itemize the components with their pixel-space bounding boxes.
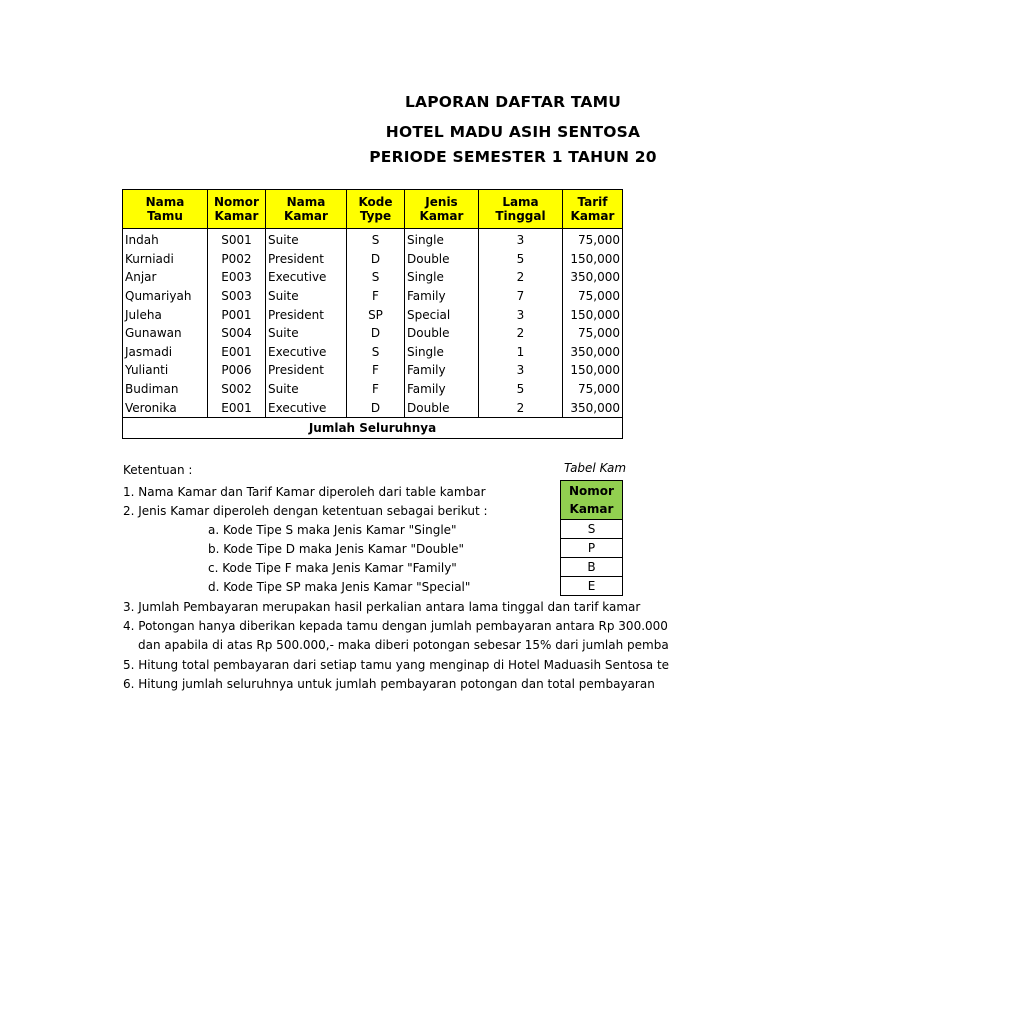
note-subitem: a. Kode Tipe S maka Jenis Kamar "Single" <box>208 523 457 537</box>
cell-nama-kamar: President <box>266 305 347 324</box>
cell-nama-kamar: President <box>266 361 347 380</box>
cell-nomor-kamar: P002 <box>208 250 266 269</box>
note-item: 4. Potongan hanya diberikan kepada tamu dengan jumlah pembayaran antara Rp 300.000 <box>123 619 668 633</box>
cell-lama-tinggal: 3 <box>479 229 563 250</box>
side-header-nomor-kamar: Nomor Kamar <box>561 481 623 520</box>
cell-lama-tinggal: 7 <box>479 287 563 306</box>
note-subitem: c. Kode Tipe F maka Jenis Kamar "Family" <box>208 561 457 575</box>
cell-tarif-kamar: 350,000 <box>563 268 623 287</box>
cell-jenis-kamar: Special <box>405 305 479 324</box>
cell-tarif-kamar: 75,000 <box>563 324 623 343</box>
cell-nama-tamu: Gunawan <box>123 324 208 343</box>
cell-lama-tinggal: 3 <box>479 305 563 324</box>
cell-nama-tamu: Budiman <box>123 380 208 399</box>
table-row <box>123 229 623 250</box>
cell-nama-kamar: Suite <box>266 287 347 306</box>
table-row <box>123 380 623 399</box>
cell-lama-tinggal: 2 <box>479 324 563 343</box>
cell-jenis-kamar: Double <box>405 250 479 269</box>
table-row <box>123 324 623 343</box>
cell-tarif-kamar: 150,000 <box>563 361 623 380</box>
cell-jenis-kamar: Single <box>405 268 479 287</box>
cell-nama-tamu: Qumariyah <box>123 287 208 306</box>
cell-kode-type: F <box>347 380 405 399</box>
cell-nomor-kamar: S003 <box>208 287 266 306</box>
cell-jenis-kamar: Double <box>405 398 479 417</box>
table-row <box>123 398 623 417</box>
cell-nama-tamu: Yulianti <box>123 361 208 380</box>
side-table-cell: P <box>561 539 623 558</box>
cell-lama-tinggal: 5 <box>479 250 563 269</box>
header-lama-tinggal: Lama Tinggal <box>479 190 563 229</box>
header-tarif-kamar: Tarif Kamar <box>563 190 623 229</box>
cell-nama-kamar: Suite <box>266 324 347 343</box>
header-jenis-kamar: Jenis Kamar <box>405 190 479 229</box>
cell-lama-tinggal: 5 <box>479 380 563 399</box>
report-title-line3: PERIODE SEMESTER 1 TAHUN 20 <box>369 148 657 166</box>
cell-kode-type: F <box>347 361 405 380</box>
cell-kode-type: S <box>347 343 405 362</box>
cell-nama-tamu: Veronika <box>123 398 208 417</box>
cell-jenis-kamar: Single <box>405 343 479 362</box>
header-kode-type: Kode Type <box>347 190 405 229</box>
cell-tarif-kamar: 350,000 <box>563 343 623 362</box>
cell-nomor-kamar: S004 <box>208 324 266 343</box>
notes-heading: Ketentuan : <box>123 463 193 477</box>
report-title-line2: HOTEL MADU ASIH SENTOSA <box>385 123 641 141</box>
side-table-cell: E <box>561 577 623 596</box>
tabel-kamar-title: Tabel Kam <box>564 461 627 475</box>
table-row <box>123 250 623 269</box>
cell-jenis-kamar: Family <box>405 287 479 306</box>
note-item: 3. Jumlah Pembayaran merupakan hasil perkalian antara lama tinggal dan tarif kamar <box>123 600 641 614</box>
cell-nama-kamar: Executive <box>266 398 347 417</box>
cell-kode-type: D <box>347 324 405 343</box>
cell-lama-tinggal: 2 <box>479 268 563 287</box>
cell-nama-tamu: Indah <box>123 229 208 250</box>
cell-nama-tamu: Anjar <box>123 268 208 287</box>
cell-nomor-kamar: S001 <box>208 229 266 250</box>
cell-kode-type: S <box>347 268 405 287</box>
note-item: 5. Hitung total pembayaran dari setiap tamu yang menginap di Hotel Maduasih Sentosa te <box>123 658 670 672</box>
table-row <box>123 361 623 380</box>
cell-nomor-kamar: S002 <box>208 380 266 399</box>
header-nomor-kamar: Nomor Kamar <box>208 190 266 229</box>
tabel-kamar <box>560 480 623 596</box>
cell-nomor-kamar: P001 <box>208 305 266 324</box>
cell-nomor-kamar: P006 <box>208 361 266 380</box>
guest-table <box>122 189 623 439</box>
cell-jenis-kamar: Single <box>405 229 479 250</box>
table-row <box>123 343 623 362</box>
cell-nama-tamu: Kurniadi <box>123 250 208 269</box>
note-item: 2. Jenis Kamar diperoleh dengan ketentuan sebagai berikut : <box>123 504 488 518</box>
cell-nomor-kamar: E001 <box>208 398 266 417</box>
cell-tarif-kamar: 75,000 <box>563 380 623 399</box>
table-row <box>123 305 623 324</box>
cell-tarif-kamar: 350,000 <box>563 398 623 417</box>
note-item: 1. Nama Kamar dan Tarif Kamar diperoleh dari table kambar <box>123 485 486 499</box>
cell-kode-type: D <box>347 250 405 269</box>
cell-kode-type: SP <box>347 305 405 324</box>
cell-tarif-kamar: 150,000 <box>563 305 623 324</box>
cell-tarif-kamar: 150,000 <box>563 250 623 269</box>
note-item: 6. Hitung jumlah seluruhnya untuk jumlah pembayaran potongan dan total pembayaran <box>123 677 655 691</box>
cell-kode-type: S <box>347 229 405 250</box>
cell-tarif-kamar: 75,000 <box>563 229 623 250</box>
cell-nomor-kamar: E003 <box>208 268 266 287</box>
table-header-row <box>123 190 623 229</box>
cell-nama-tamu: Juleha <box>123 305 208 324</box>
cell-nama-kamar: Suite <box>266 380 347 399</box>
cell-jenis-kamar: Family <box>405 380 479 399</box>
cell-jenis-kamar: Family <box>405 361 479 380</box>
jumlah-seluruhnya-label: Jumlah Seluruhnya <box>123 417 623 438</box>
cell-lama-tinggal: 2 <box>479 398 563 417</box>
table-row <box>123 287 623 306</box>
cell-lama-tinggal: 3 <box>479 361 563 380</box>
report-title-line1: LAPORAN DAFTAR TAMU <box>404 93 622 111</box>
side-table-cell: S <box>561 520 623 539</box>
cell-kode-type: F <box>347 287 405 306</box>
cell-tarif-kamar: 75,000 <box>563 287 623 306</box>
cell-kode-type: D <box>347 398 405 417</box>
cell-nama-kamar: Executive <box>266 343 347 362</box>
table-footer-row <box>123 417 623 438</box>
cell-nama-kamar: President <box>266 250 347 269</box>
cell-nama-kamar: Executive <box>266 268 347 287</box>
note-subitem: b. Kode Tipe D maka Jenis Kamar "Double" <box>208 542 465 556</box>
side-table-cell: B <box>561 558 623 577</box>
header-nama-kamar: Nama Kamar <box>266 190 347 229</box>
note-item-continued: dan apabila di atas Rp 500.000,- maka diberi potongan sebesar 15% dari jumlah pemba <box>138 638 669 652</box>
table-row <box>123 268 623 287</box>
cell-jenis-kamar: Double <box>405 324 479 343</box>
note-subitem: d. Kode Tipe SP maka Jenis Kamar "Special" <box>208 580 471 594</box>
cell-nama-tamu: Jasmadi <box>123 343 208 362</box>
cell-nomor-kamar: E001 <box>208 343 266 362</box>
cell-nama-kamar: Suite <box>266 229 347 250</box>
cell-lama-tinggal: 1 <box>479 343 563 362</box>
header-nama-tamu: Nama Tamu <box>123 190 208 229</box>
